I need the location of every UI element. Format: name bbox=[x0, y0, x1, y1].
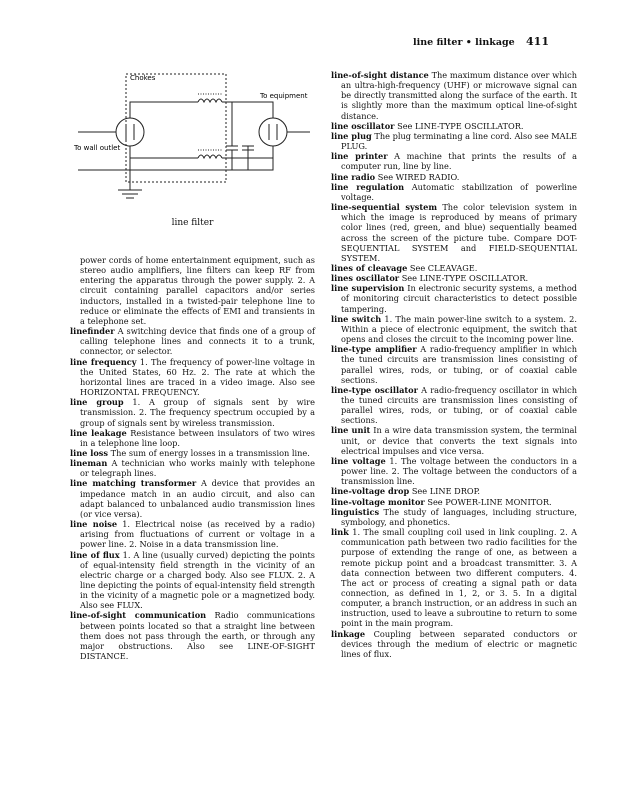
entry-definition: 1. The main power-line switch to a system. 2. Within a piece of electronic equipment, the switch that opens and closes the circuit to the incoming power line. bbox=[341, 313, 577, 345]
entry-definition: 1. A line (usually curved) depicting the points of equal-intensity field strength in the vicinity of an electric charge or a charged body. Also see FLUX. 2. A line depicting the points of equal-intensity field strength in the vicinity of a magnetic pole or a magnetized body. Also see FLUX. bbox=[80, 549, 315, 611]
entry-definition: 1. The small coupling coil used in link coupling. 2. A communication path between two radio facilities for the purpose of extending the range of one, as between a remote pickup point and a broadcast transmitter. 3. A data connection between two different computers. 4. The act or process of creating a signal path or data connection, as defined in 1, 2, or 3. 5. In a digital computer, a branch instruction, or an address in such an instruction, used to leave a subroutine to return to some point in the main program. bbox=[341, 527, 577, 629]
left-entries bbox=[70, 326, 315, 661]
continuation-paragraph: power cords of home entertainment equipment, such as stereo audio amplifiers, line filters can keep RF from entering the apparatus through the power supply. 2. A circuit containing parallel capacitors and/or series inductors, installed in a twisted-pair telephone line to reduce or eliminate the effects of EMI and transients in a telephone set. bbox=[80, 255, 315, 326]
entry-definition: A radio-frequency oscillator in which the tuned circuits are transmission lines consisting of parallel wires, rods, or tubing, or of coaxial cable sections. bbox=[341, 384, 577, 426]
running-header bbox=[413, 35, 549, 48]
entry-definition: Resistance between insulators of two wires in a telephone line loop. bbox=[80, 427, 315, 448]
dictionary-entry bbox=[331, 273, 577, 283]
entry-term: line unit bbox=[331, 425, 371, 436]
entry-definition: 1. The frequency of power-line voltage in the United States, 60 Hz. 2. The rate at which the horizontal lines are traced in a video image. Also see HORIZONTAL FREQUENCY. bbox=[80, 356, 315, 398]
entry-definition: A switching device that finds one of a group of calling telephone lines and connects it to a trunk, connector, or selector. bbox=[80, 326, 315, 357]
entry-term: linguistics bbox=[331, 506, 380, 517]
entry-term: line-of-sight communication bbox=[70, 610, 207, 621]
entry-term: line-of-sight distance bbox=[331, 70, 429, 80]
entry-term: link bbox=[331, 527, 349, 538]
entry-term: line radio bbox=[331, 171, 376, 182]
chokes-box bbox=[126, 74, 226, 182]
dictionary-entry bbox=[331, 202, 577, 263]
entry-definition: See LINE-TYPE OSCILLATOR. bbox=[401, 273, 529, 284]
dictionary-entry bbox=[70, 610, 315, 661]
entry-term: line-sequential system bbox=[331, 202, 437, 213]
entry-definition: The color television system in which the image is reproduced by means of primary color lines (red, green, and blue) sequentially beamed across the screen of the picture tube. Compare DOT-SEQUENTIAL SYSTEM and FIELD-SEQUENTIAL SYSTEM. bbox=[341, 202, 577, 263]
entry-definition: A technician who works mainly with telephone or telegraph lines. bbox=[80, 458, 315, 479]
entry-term: line of flux bbox=[70, 549, 120, 560]
entry-term: line supervision bbox=[331, 283, 405, 294]
dictionary-entry bbox=[331, 283, 577, 313]
entry-term: linefinder bbox=[70, 326, 115, 337]
entry-definition: Automatic stabilization of powerline voltage. bbox=[341, 181, 577, 202]
entry-definition: Coupling between separated conductors or devices through the medium of electric or magnetic lines of flux. bbox=[341, 628, 577, 659]
dictionary-entry bbox=[331, 172, 577, 182]
dictionary-entry bbox=[331, 497, 577, 507]
entry-term: line regulation bbox=[331, 181, 405, 192]
dictionary-entry bbox=[70, 357, 315, 398]
entry-term: lines oscillator bbox=[331, 273, 400, 284]
entry-definition: See LINE DROP. bbox=[411, 486, 481, 497]
dictionary-entry bbox=[70, 448, 315, 458]
entry-definition: A radio-frequency amplifier in which the tuned circuits are transmission lines consisting of parallel wires, rods, or tubing, or of coaxial cable sections. bbox=[341, 344, 577, 385]
line-filter-schematic bbox=[70, 70, 315, 215]
to-equipment-label: To equipment bbox=[260, 92, 308, 100]
entry-definition: A machine that prints the results of a computer run, line by line. bbox=[341, 151, 578, 172]
dictionary-entry bbox=[70, 550, 315, 611]
wall-plug bbox=[116, 118, 144, 146]
entry-definition: See POWER-LINE MONITOR. bbox=[427, 496, 552, 507]
entry-term: line oscillator bbox=[331, 120, 395, 131]
dictionary-entry bbox=[331, 344, 577, 385]
dictionary-entry bbox=[331, 131, 577, 151]
entry-term: line frequency bbox=[70, 356, 137, 367]
top-inductor bbox=[198, 99, 222, 102]
dictionary-entry bbox=[70, 519, 315, 549]
entry-term: line switch bbox=[331, 313, 382, 324]
dictionary-entry bbox=[331, 314, 577, 344]
dictionary-entry bbox=[331, 70, 577, 121]
dictionary-entry bbox=[331, 629, 577, 659]
left-column bbox=[70, 255, 315, 661]
chokes-label: Chokes bbox=[130, 74, 156, 82]
entry-definition: In electronic security systems, a method of monitoring circuit characteristics to detect possible tampering. bbox=[341, 283, 577, 314]
equipment-socket bbox=[259, 118, 287, 146]
entry-term: line leakage bbox=[70, 427, 127, 438]
entry-definition: 1. Electrical noise (as received by a radio) arising from fluctuations of current or voltage in a power line. 2. Noise in a data transmission line. bbox=[80, 519, 315, 550]
entry-term: lineman bbox=[70, 458, 108, 469]
entry-term: line plug bbox=[331, 130, 372, 141]
dictionary-entry bbox=[70, 428, 315, 448]
figure-caption: line filter bbox=[171, 218, 214, 228]
dictionary-entry bbox=[331, 456, 577, 486]
entry-term: line printer bbox=[331, 151, 388, 162]
dictionary-entry bbox=[70, 397, 315, 427]
entry-definition: The sum of energy losses in a transmission line. bbox=[110, 447, 310, 458]
entry-term: line-voltage monitor bbox=[331, 496, 425, 507]
entry-term: line-type amplifier bbox=[331, 344, 417, 355]
bottom-inductor bbox=[198, 155, 222, 158]
entry-term: lines of cleavage bbox=[331, 262, 408, 273]
entry-term: line loss bbox=[70, 447, 109, 458]
entry-term: linkage bbox=[331, 628, 366, 639]
entry-term: line-type oscillator bbox=[331, 384, 418, 395]
entry-term: line voltage bbox=[331, 455, 386, 466]
entry-term: line matching transformer bbox=[70, 478, 197, 489]
entry-definition: See CLEAVAGE. bbox=[409, 262, 478, 273]
entry-term: line-voltage drop bbox=[331, 486, 410, 497]
dictionary-entry bbox=[331, 182, 577, 202]
entry-definition: A device that provides an impedance match in an audio circuit, and also can adapt balanced to unbalanced audio transmission lines (or vice versa). bbox=[80, 478, 315, 519]
entry-definition: The plug terminating a line cord. Also see MALE PLUG. bbox=[341, 130, 578, 152]
entry-definition: In a wire data transmission system, the terminal unit, or device that converts the text signals into electrical impulses and vice versa. bbox=[341, 425, 578, 456]
dictionary-entry bbox=[331, 151, 577, 171]
entry-term: line group bbox=[70, 397, 124, 408]
entry-definition: The maximum distance over which an ultra-high-frequency (UHF) or microwave signal can be directly transmitted along the surface of the earth. It is slightly more than the maximum optical line-of-sight distance. bbox=[341, 70, 577, 121]
entry-definition: 1. The voltage between the conductors in a power line. 2. The voltage between the conductors of a transmission line. bbox=[341, 455, 577, 487]
dictionary-entry bbox=[70, 458, 315, 478]
entry-definition: See WIRED RADIO. bbox=[377, 171, 460, 182]
dictionary-entry bbox=[331, 486, 577, 496]
to-wall-outlet-label: To wall outlet bbox=[74, 144, 121, 152]
line-filter-figure bbox=[70, 70, 315, 215]
running-title: line filter • linkage bbox=[413, 37, 515, 48]
dictionary-entry bbox=[331, 507, 577, 527]
entry-definition: 1. A group of signals sent by wire transmission. 2. The frequency spectrum occupied by a group of signals sent by wireless transmission. bbox=[80, 397, 315, 428]
entry-definition: Radio communications between points located so that a straight line between them does not pass through the earth, or through any major obstructions. Also see LINE-OF-SIGHT DISTANCE. bbox=[80, 610, 315, 662]
dictionary-entry bbox=[331, 263, 577, 273]
dictionary-entry bbox=[70, 326, 315, 356]
right-entries bbox=[331, 70, 577, 659]
dictionary-entry bbox=[331, 527, 577, 629]
right-column bbox=[331, 70, 577, 659]
dictionary-entry bbox=[331, 385, 577, 426]
dictionary-entry bbox=[331, 121, 577, 131]
entry-term: line noise bbox=[70, 519, 118, 530]
entry-definition: The study of languages, including structure, symbology, and phonetics. bbox=[341, 506, 577, 527]
dictionary-entry bbox=[70, 478, 315, 519]
page-number: 411 bbox=[526, 35, 549, 48]
dictionary-entry bbox=[331, 425, 577, 455]
entry-definition: See LINE-TYPE OSCILLATOR. bbox=[397, 120, 524, 131]
